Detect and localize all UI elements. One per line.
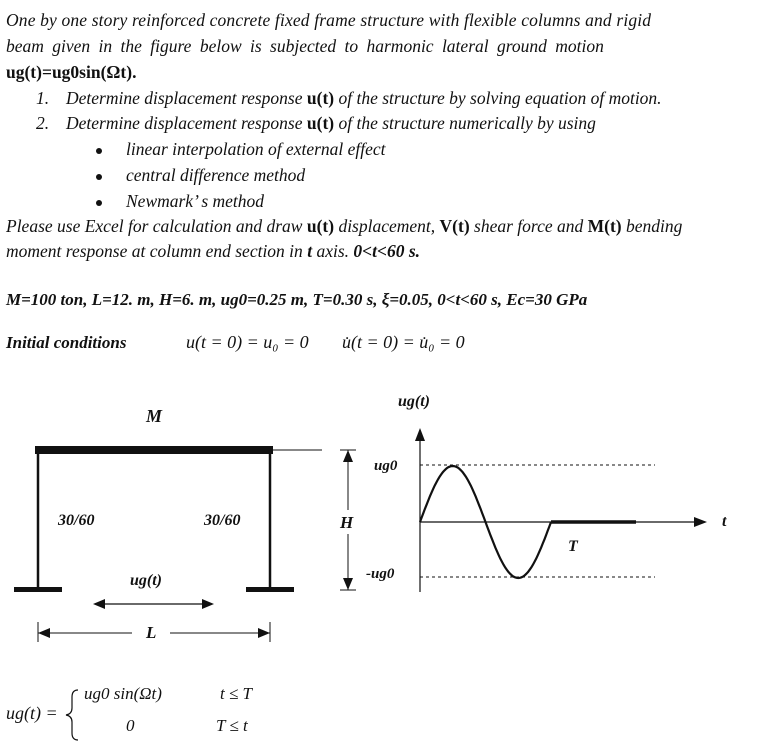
positive-amplitude-label: ug0	[374, 458, 398, 474]
left-column-section-label: 30/60	[58, 512, 95, 529]
initial-velocity-eq: u̇(t = 0) = u̇₀ = 0	[342, 332, 465, 352]
right-column-section-label: 30/60	[204, 512, 241, 529]
parameters-line: M=100 ton, L=12. m, H=6. m, ug0=0.25 m, T=0.30 s, ξ=0.05, 0<t<60 s, Ec=30 GPa	[6, 290, 588, 309]
excel-note-text: shear force and	[469, 216, 588, 236]
height-label: H	[340, 513, 354, 532]
excel-note-var-m: M(t)	[587, 216, 622, 236]
excel-note-var-v: V(t)	[439, 216, 470, 236]
ground-motion-label: ug(t)	[130, 572, 162, 589]
method-item-newmark: Newmark’ s method	[126, 191, 265, 211]
frame-diagram	[14, 446, 360, 642]
ground-arrow-left	[93, 599, 105, 609]
rigid-beam	[35, 446, 273, 454]
mass-label: M	[146, 406, 163, 426]
task-1-var: u(t)	[306, 88, 335, 108]
piecewise-case2-expr: 0	[126, 716, 135, 735]
left-support	[14, 587, 62, 592]
graph-x-arrow	[694, 517, 707, 527]
initial-conditions-label: Initial conditions	[6, 333, 127, 352]
task-number-1: 1.	[36, 88, 50, 108]
intro-line-3: ug(t)=ug0sin(Ωt).	[6, 62, 137, 82]
period-label: T	[568, 538, 578, 555]
piecewise-case1-cond: t ≤ T	[220, 684, 253, 703]
graph-y-label: ug(t)	[398, 393, 430, 410]
graph-y-arrow	[415, 428, 425, 441]
task-1-text-pre: Determine displacement response	[66, 88, 307, 108]
graph-x-label: t	[722, 513, 727, 530]
excel-note-text: Please use Excel for calculation and draw	[6, 216, 307, 236]
height-arrow-down	[343, 578, 353, 590]
excel-note-text: moment response at column end section in	[6, 241, 308, 261]
task-2-var: u(t)	[306, 113, 335, 133]
piecewise-lhs: ug(t) =	[6, 703, 58, 723]
task-2-text-pre: Determine displacement response	[66, 113, 307, 133]
task-1-text-post: of the structure by solving equation of motion.	[334, 88, 662, 108]
excel-note-text: axis.	[312, 241, 354, 261]
negative-amplitude-label: -ug0	[366, 566, 395, 582]
excel-note-var-u: u(t)	[306, 216, 335, 236]
initial-displacement-eq: u(t = 0) = u₀ = 0	[186, 332, 309, 352]
excel-note-text: displacement,	[334, 216, 440, 236]
excel-note-text: bending	[621, 216, 683, 236]
excel-note-time-range: 0<t<60 s.	[353, 241, 421, 261]
method-item-central: central difference method	[126, 165, 306, 185]
intro-line-1: One by one story reinforced concrete fixed frame structure with flexible columns and rigid	[6, 10, 652, 30]
piecewise-case1-expr: ug0 sin(Ωt)	[84, 684, 162, 703]
height-arrow-up	[343, 450, 353, 462]
method-item-linear: linear interpolation of external effect	[126, 139, 386, 159]
intro-line-2: beam given in the figure below is subjected to harmonic lateral ground motion	[6, 36, 604, 56]
length-arrow-right	[258, 628, 270, 638]
piecewise-brace	[66, 690, 78, 740]
task-number-2: 2.	[36, 113, 50, 133]
length-arrow-left	[38, 628, 50, 638]
length-label: L	[146, 623, 157, 642]
excel-note-var-t: t	[307, 241, 313, 261]
right-support	[246, 587, 294, 592]
task-2-text-post: of the structure numerically by using	[334, 113, 596, 133]
piecewise-case2-cond: T ≤ t	[216, 716, 248, 735]
ground-arrow-right	[202, 599, 214, 609]
ground-motion-graph	[415, 428, 707, 592]
